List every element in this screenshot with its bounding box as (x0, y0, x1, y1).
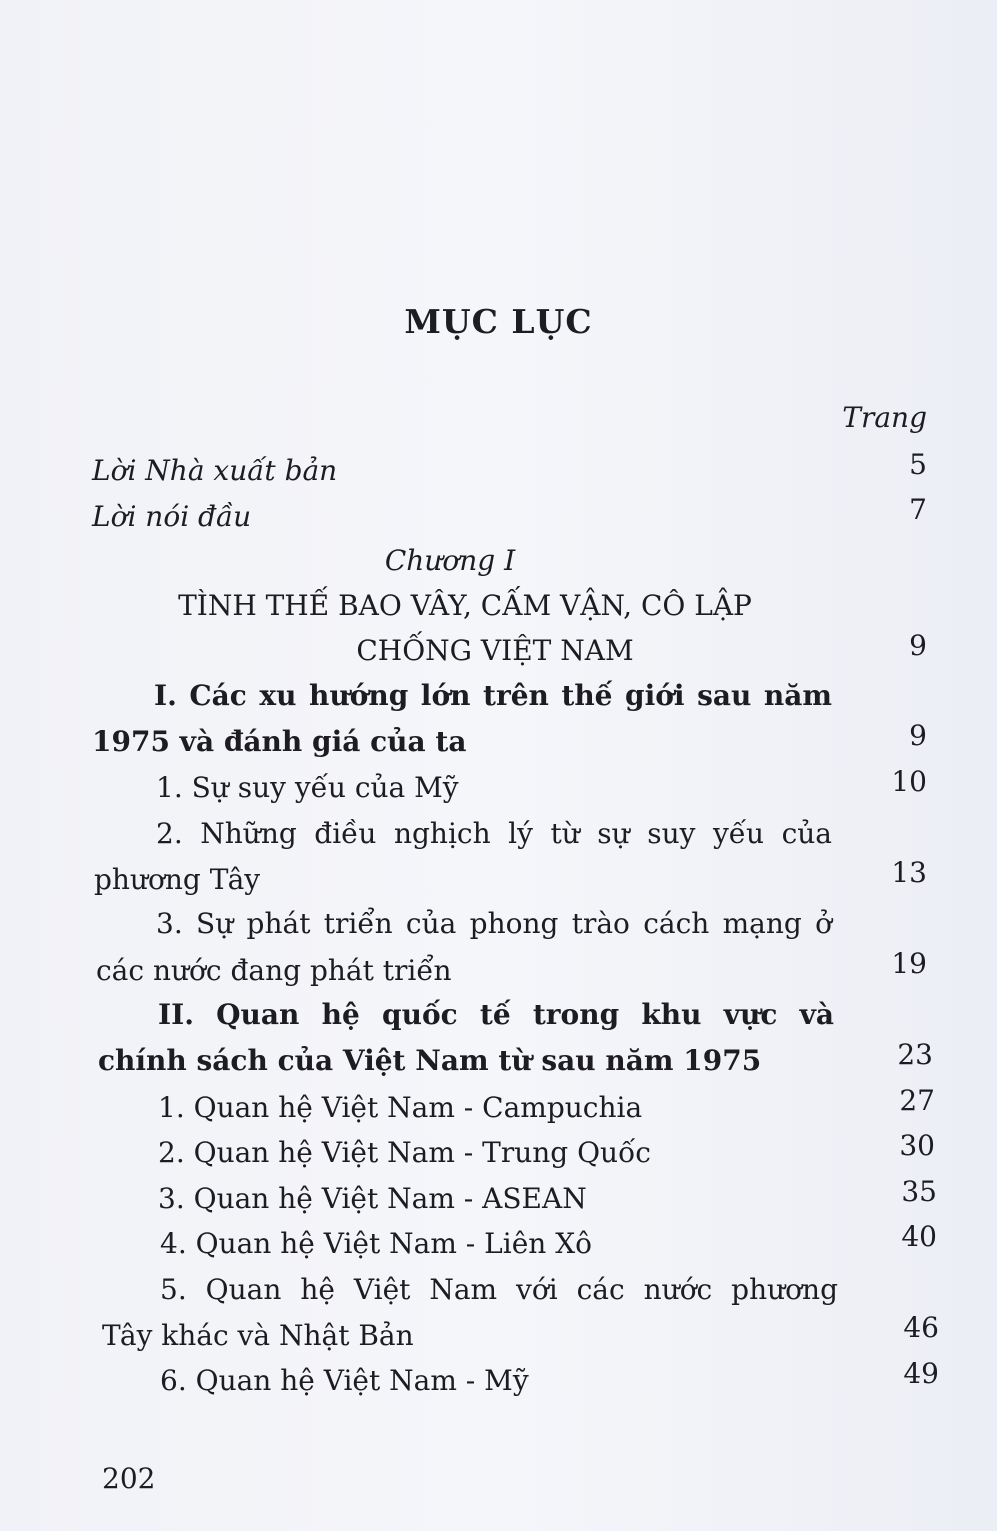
toc-page-chapter: 9 (909, 629, 927, 662)
chapter-title-line-2: CHỐNG VIỆT NAM (356, 634, 634, 667)
toc-subsection-2-6: 6. Quan hệ Việt Nam - Mỹ (160, 1364, 529, 1397)
toc-page-subsection-2-4: 40 (901, 1220, 937, 1253)
toc-subsection-2-3: 3. Quan hệ Việt Nam - ASEAN (158, 1182, 587, 1215)
toc-section-1-line-2: 1975 và đánh giá của ta (92, 725, 467, 758)
toc-page-subsection-2-6: 49 (903, 1357, 939, 1390)
toc-section-2-line-2: chính sách của Việt Nam từ sau năm 1975 (98, 1044, 762, 1077)
page-title: MỤC LỤC (404, 302, 593, 341)
chapter-title-line-1: TÌNH THẾ BAO VÂY, CẤM VẬN, CÔ LẬP (178, 589, 752, 622)
toc-page-subsection-2-1: 27 (899, 1084, 935, 1117)
toc-subsection-1-2-line-1: 2. Những điều nghịch lý từ sự suy yếu của (156, 817, 832, 850)
toc-subsection-1-2-line-2: phương Tây (94, 863, 261, 896)
toc-section-2-line-1: II. Quan hệ quốc tế trong khu vực và (158, 998, 834, 1031)
toc-page-subsection-2-2: 30 (899, 1129, 935, 1162)
toc-page-subsection-2-3: 35 (901, 1175, 937, 1208)
toc-subsection-2-2: 2. Quan hệ Việt Nam - Trung Quốc (158, 1136, 651, 1169)
toc-subsection-2-5-line-2: Tây khác và Nhật Bản (102, 1319, 414, 1352)
toc-subsection-2-5-line-1: 5. Quan hệ Việt Nam với các nước phương (160, 1273, 838, 1306)
toc-entry-publisher: Lời Nhà xuất bản (92, 454, 338, 487)
toc-page-subsection-1-1: 10 (891, 765, 927, 798)
toc-subsection-1-1: 1. Sự suy yếu của Mỹ (156, 771, 459, 804)
chapter-label: Chương I (384, 544, 516, 577)
toc-page-publisher: 5 (909, 448, 927, 481)
page-column-header: Trang (842, 401, 927, 434)
toc-entry-preface: Lời nói đầu (92, 500, 252, 533)
toc-page-section-2: 23 (897, 1038, 933, 1071)
toc-page-section-1: 9 (909, 719, 927, 752)
toc-page-subsection-1-2: 13 (891, 856, 927, 889)
toc-page-subsection-2-5: 46 (903, 1311, 939, 1344)
toc-section-1-line-1: I. Các xu hướng lớn trên thế giới sau năm (154, 679, 832, 712)
toc-page-subsection-1-3: 19 (891, 947, 927, 980)
page-number: 202 (102, 1462, 156, 1495)
toc-page-preface: 7 (909, 493, 927, 526)
toc-subsection-2-4: 4. Quan hệ Việt Nam - Liên Xô (160, 1227, 592, 1260)
toc-subsection-2-1: 1. Quan hệ Việt Nam - Campuchia (158, 1091, 643, 1124)
toc-subsection-1-3-line-2: các nước đang phát triển (96, 954, 452, 987)
toc-subsection-1-3-line-1: 3. Sự phát triển của phong trào cách mạng ở (156, 907, 832, 940)
